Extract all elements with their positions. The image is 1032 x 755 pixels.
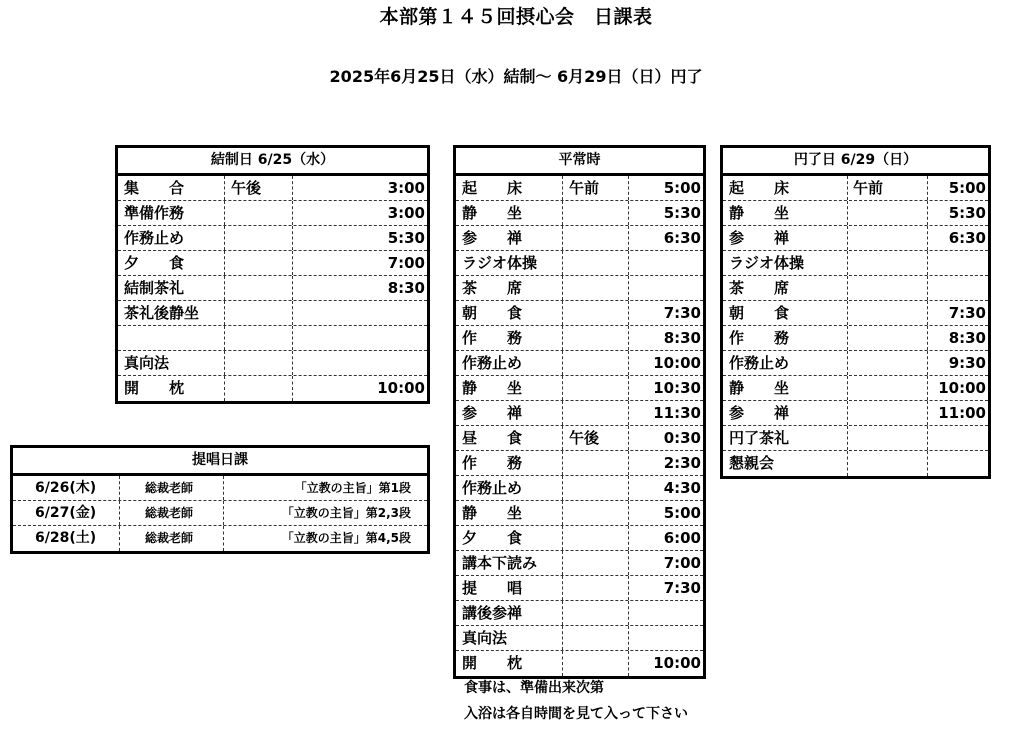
- activity-label: 静 坐: [462, 204, 523, 222]
- column-divider: [223, 526, 224, 551]
- activity-label: 参 禅: [729, 404, 790, 422]
- column-divider: [224, 201, 225, 225]
- column-divider: [847, 376, 848, 400]
- column-divider: [292, 201, 293, 225]
- time-value: 6:30: [663, 229, 701, 247]
- teisho-row: [13, 526, 427, 551]
- time-value: 8:30: [387, 279, 425, 297]
- activity-label: 参 禅: [462, 229, 523, 247]
- heijo-schedule-row: [456, 301, 703, 326]
- column-divider: [628, 251, 629, 275]
- column-divider: [847, 301, 848, 325]
- activity-label: 懇親会: [729, 454, 775, 472]
- activity-label: 開 枕: [462, 654, 523, 672]
- teisho-date: 6/27(金): [35, 505, 97, 521]
- column-divider: [927, 351, 928, 375]
- kessei-schedule-row: [118, 376, 427, 401]
- enryo-schedule-row: [723, 251, 988, 276]
- time-value: 10:00: [377, 379, 425, 397]
- activity-label: 茶 席: [462, 279, 523, 297]
- activity-label: 講本下読み: [462, 554, 538, 572]
- activity-label: ラジオ体操: [462, 254, 538, 272]
- activity-label: 参 禅: [729, 229, 790, 247]
- column-divider: [292, 276, 293, 300]
- enryo-schedule-row: [723, 451, 988, 476]
- column-divider: [628, 401, 629, 425]
- column-divider: [628, 276, 629, 300]
- time-value: 7:00: [387, 254, 425, 272]
- enryo-schedule-row: [723, 426, 988, 451]
- heijo-schedule-row: [456, 251, 703, 276]
- column-divider: [562, 201, 563, 225]
- kessei-schedule-row: [118, 201, 427, 226]
- activity-label: 静 坐: [462, 379, 523, 397]
- time-value: 5:30: [387, 229, 425, 247]
- kessei-schedule-row: [118, 176, 427, 201]
- heijo-schedule-row: [456, 176, 703, 201]
- enryo-schedule-table: [720, 145, 991, 479]
- column-divider: [292, 351, 293, 375]
- activity-label: 作務止め: [729, 354, 790, 372]
- column-divider: [119, 526, 120, 551]
- teisho-row: [13, 501, 427, 526]
- column-divider: [847, 426, 848, 450]
- activity-label: 真向法: [462, 629, 508, 647]
- kessei-schedule-row: [118, 251, 427, 276]
- time-value: 5:30: [948, 204, 986, 222]
- column-divider: [562, 426, 563, 450]
- column-divider: [847, 401, 848, 425]
- time-value: 6:00: [663, 529, 701, 547]
- activity-label: 作 務: [729, 329, 790, 347]
- time-value: 4:30: [663, 479, 701, 497]
- column-divider: [628, 451, 629, 475]
- column-divider: [224, 376, 225, 401]
- activity-label: 起 床: [729, 179, 790, 197]
- column-divider: [224, 326, 225, 350]
- activity-label: 作 務: [462, 454, 523, 472]
- column-divider: [847, 276, 848, 300]
- enryo-schedule-row: [723, 401, 988, 426]
- kessei-header: 結制日 6/25（水）: [118, 148, 427, 176]
- column-divider: [628, 201, 629, 225]
- column-divider: [927, 226, 928, 250]
- activity-label: 集 合: [124, 179, 185, 197]
- heijo-schedule-row: [456, 201, 703, 226]
- column-divider: [223, 476, 224, 500]
- time-value: 7:30: [663, 304, 701, 322]
- ampm-label: 午後: [231, 179, 262, 197]
- heijo-schedule-row: [456, 326, 703, 351]
- column-divider: [628, 301, 629, 325]
- heijo-schedule-row: [456, 401, 703, 426]
- time-value: 10:30: [653, 379, 701, 397]
- activity-label: 参 禅: [462, 404, 523, 422]
- teisho-teacher: 総裁老師: [145, 506, 194, 520]
- column-divider: [628, 551, 629, 575]
- column-divider: [292, 326, 293, 350]
- column-divider: [628, 351, 629, 375]
- column-divider: [628, 326, 629, 350]
- column-divider: [927, 451, 928, 476]
- heijo-schedule-row: [456, 601, 703, 626]
- heijo-schedule-row: [456, 226, 703, 251]
- column-divider: [292, 226, 293, 250]
- column-divider: [562, 301, 563, 325]
- heijo-schedule-row: [456, 451, 703, 476]
- column-divider: [224, 351, 225, 375]
- column-divider: [927, 176, 928, 200]
- enryo-header: 円了日 6/29（日）: [723, 148, 988, 176]
- column-divider: [562, 626, 563, 650]
- time-value: 8:30: [663, 329, 701, 347]
- column-divider: [119, 501, 120, 525]
- activity-label: 結制茶礼: [124, 279, 185, 297]
- time-value: 5:00: [663, 179, 701, 197]
- activity-label: 真向法: [124, 354, 170, 372]
- heijo-schedule-row: [456, 551, 703, 576]
- enryo-schedule-row: [723, 376, 988, 401]
- column-divider: [847, 251, 848, 275]
- teisho-date: 6/26(木): [35, 480, 97, 496]
- column-divider: [562, 501, 563, 525]
- activity-label: 静 坐: [729, 204, 790, 222]
- teisho-row: [13, 476, 427, 501]
- ampm-label: 午前: [853, 179, 884, 197]
- activity-label: 静 坐: [462, 504, 523, 522]
- activity-label: 作務止め: [462, 354, 523, 372]
- column-divider: [628, 476, 629, 500]
- time-value: 10:00: [653, 654, 701, 672]
- heijo-schedule-row: [456, 576, 703, 601]
- column-divider: [562, 451, 563, 475]
- kessei-schedule-row: [118, 351, 427, 376]
- heijo-schedule-row: [456, 501, 703, 526]
- activity-label: 茶 席: [729, 279, 790, 297]
- column-divider: [927, 326, 928, 350]
- column-divider: [628, 226, 629, 250]
- activity-label: 講後参禅: [462, 604, 523, 622]
- time-value: 5:00: [948, 179, 986, 197]
- page-title: 本部第１４５回摂心会 日課表: [379, 6, 653, 28]
- column-divider: [562, 576, 563, 600]
- time-value: 10:00: [938, 379, 986, 397]
- activity-label: 提 唱: [462, 579, 523, 597]
- time-value: 7:30: [948, 304, 986, 322]
- enryo-schedule-row: [723, 201, 988, 226]
- ampm-label: 午後: [569, 429, 600, 447]
- column-divider: [628, 176, 629, 200]
- column-divider: [224, 276, 225, 300]
- heijo-schedule-row: [456, 426, 703, 451]
- time-value: 7:00: [663, 554, 701, 572]
- column-divider: [927, 376, 928, 400]
- column-divider: [628, 376, 629, 400]
- kessei-schedule-row: [118, 226, 427, 251]
- column-divider: [847, 176, 848, 200]
- time-value: 11:00: [938, 404, 986, 422]
- teisho-header: 提唱日課: [13, 448, 427, 476]
- activity-label: 作務止め: [124, 229, 185, 247]
- column-divider: [628, 576, 629, 600]
- teisho-teacher: 総裁老師: [145, 531, 194, 545]
- column-divider: [927, 401, 928, 425]
- enryo-schedule-row: [723, 226, 988, 251]
- column-divider: [628, 651, 629, 676]
- heijo-schedule-table: [453, 145, 706, 679]
- heijo-schedule-row: [456, 476, 703, 501]
- time-value: 6:30: [948, 229, 986, 247]
- enryo-schedule-row: [723, 301, 988, 326]
- teisho-topic: 「立教の主旨」第4,5段: [281, 531, 411, 545]
- activity-label: 夕 食: [462, 529, 523, 547]
- column-divider: [562, 276, 563, 300]
- column-divider: [628, 426, 629, 450]
- teisho-schedule-table: [10, 445, 430, 554]
- column-divider: [628, 501, 629, 525]
- kessei-schedule-row: [118, 276, 427, 301]
- teisho-date: 6/28(土): [35, 530, 97, 546]
- heijo-schedule-row: [456, 526, 703, 551]
- kessei-schedule-row: [118, 326, 427, 351]
- heijo-schedule-row: [456, 376, 703, 401]
- activity-label: 朝 食: [729, 304, 790, 322]
- ampm-label: 午前: [569, 179, 600, 197]
- column-divider: [628, 526, 629, 550]
- time-value: 2:30: [663, 454, 701, 472]
- kessei-schedule-table: [115, 145, 430, 404]
- heijo-schedule-row: [456, 626, 703, 651]
- column-divider: [562, 176, 563, 200]
- time-value: 11:30: [653, 404, 701, 422]
- time-value: 10:00: [653, 354, 701, 372]
- activity-label: 夕 食: [124, 254, 185, 272]
- column-divider: [562, 351, 563, 375]
- column-divider: [224, 301, 225, 325]
- activity-label: 作務止め: [462, 479, 523, 497]
- page-subtitle: 2025年6月25日（水）結制～ 6月29日（日）円了: [329, 67, 703, 86]
- column-divider: [927, 201, 928, 225]
- column-divider: [562, 651, 563, 676]
- column-divider: [927, 301, 928, 325]
- activity-label: ラジオ体操: [729, 254, 805, 272]
- column-divider: [847, 351, 848, 375]
- time-value: 7:30: [663, 579, 701, 597]
- heijo-header: 平常時: [456, 148, 703, 176]
- column-divider: [562, 526, 563, 550]
- time-value: 3:00: [387, 179, 425, 197]
- activity-label: 準備作務: [124, 204, 185, 222]
- column-divider: [847, 326, 848, 350]
- activity-label: 円了茶礼: [729, 429, 790, 447]
- time-value: 8:30: [948, 329, 986, 347]
- bath-note: 入浴は各自時間を見て入って下さい: [464, 706, 688, 722]
- enryo-schedule-row: [723, 276, 988, 301]
- activity-label: 昼 食: [462, 429, 523, 447]
- column-divider: [562, 551, 563, 575]
- column-divider: [562, 376, 563, 400]
- time-value: 0:30: [663, 429, 701, 447]
- enryo-schedule-row: [723, 351, 988, 376]
- activity-label: 開 枕: [124, 379, 185, 397]
- column-divider: [847, 451, 848, 476]
- meal-note: 食事は、準備出来次第: [464, 680, 604, 696]
- time-value: 5:00: [663, 504, 701, 522]
- column-divider: [292, 301, 293, 325]
- column-divider: [562, 476, 563, 500]
- column-divider: [927, 276, 928, 300]
- column-divider: [562, 226, 563, 250]
- activity-label: 静 坐: [729, 379, 790, 397]
- teisho-teacher: 総裁老師: [145, 481, 194, 495]
- heijo-schedule-row: [456, 276, 703, 301]
- column-divider: [927, 426, 928, 450]
- column-divider: [847, 201, 848, 225]
- column-divider: [224, 226, 225, 250]
- enryo-schedule-row: [723, 326, 988, 351]
- column-divider: [119, 476, 120, 500]
- activity-label: 朝 食: [462, 304, 523, 322]
- column-divider: [562, 601, 563, 625]
- teisho-topic: 「立教の主旨」第2,3段: [281, 506, 411, 520]
- column-divider: [223, 501, 224, 525]
- column-divider: [628, 626, 629, 650]
- column-divider: [292, 251, 293, 275]
- column-divider: [224, 251, 225, 275]
- column-divider: [292, 376, 293, 401]
- activity-label: 起 床: [462, 179, 523, 197]
- activity-label: 作 務: [462, 329, 523, 347]
- column-divider: [562, 326, 563, 350]
- column-divider: [562, 251, 563, 275]
- time-value: 9:30: [948, 354, 986, 372]
- heijo-schedule-row: [456, 651, 703, 676]
- heijo-schedule-row: [456, 351, 703, 376]
- activity-label: 茶礼後静坐: [124, 304, 200, 322]
- enryo-schedule-row: [723, 176, 988, 201]
- teisho-topic: 「立教の主旨」第1段: [294, 481, 411, 495]
- column-divider: [224, 176, 225, 200]
- column-divider: [562, 401, 563, 425]
- column-divider: [628, 601, 629, 625]
- time-value: 3:00: [387, 204, 425, 222]
- column-divider: [847, 226, 848, 250]
- column-divider: [292, 176, 293, 200]
- kessei-schedule-row: [118, 301, 427, 326]
- time-value: 5:30: [663, 204, 701, 222]
- column-divider: [927, 251, 928, 275]
